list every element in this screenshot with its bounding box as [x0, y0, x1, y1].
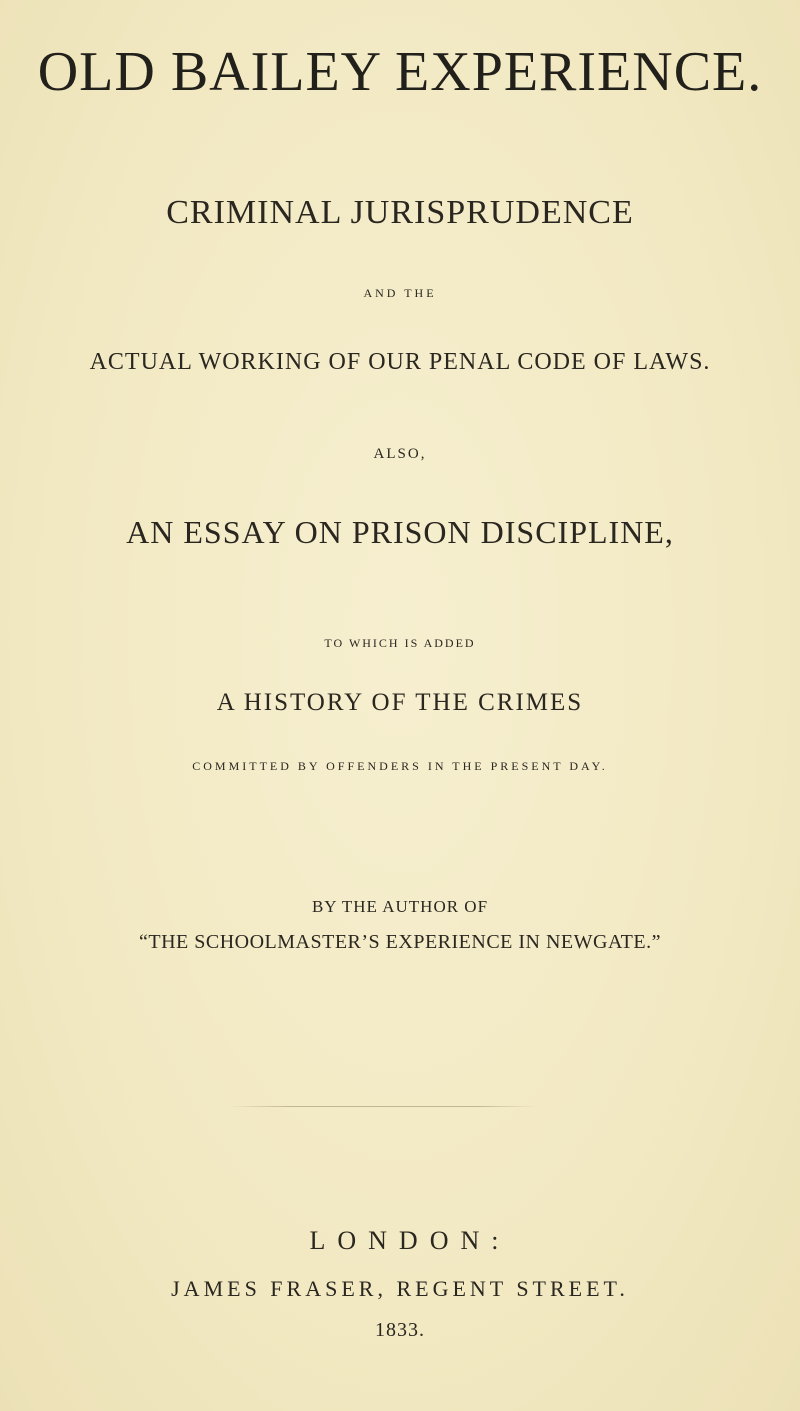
actual-working-text: ACTUAL WORKING OF OUR PENAL CODE OF LAWS. — [89, 349, 711, 375]
by-author-text: BY THE AUTHOR OF — [311, 897, 489, 916]
essay-heading: AN ESSAY ON PRISON DISCIPLINE, — [126, 514, 674, 550]
book-subtitle: CRIMINAL JURISPRUDENCE — [166, 194, 634, 231]
imprint-city: LONDON: — [309, 1226, 511, 1255]
committed-text: COMMITTED BY OFFENDERS IN THE PRESENT DAY. — [192, 759, 608, 773]
also-text: ALSO, — [373, 446, 427, 462]
and-the-text: AND THE — [363, 286, 437, 300]
to-which-text: TO WHICH IS ADDED — [324, 636, 476, 650]
book-title: OLD BAILEY EXPERIENCE. — [37, 41, 763, 103]
imprint-publisher: JAMES FRASER, REGENT STREET. — [171, 1276, 629, 1301]
history-heading: A HISTORY OF THE CRIMES — [216, 689, 584, 716]
divider-rule — [228, 1106, 538, 1107]
schoolmaster-title: “THE SCHOOLMASTER’S EXPERIENCE IN NEWGATE.” — [138, 931, 661, 953]
imprint-year: 1833. — [375, 1319, 425, 1341]
